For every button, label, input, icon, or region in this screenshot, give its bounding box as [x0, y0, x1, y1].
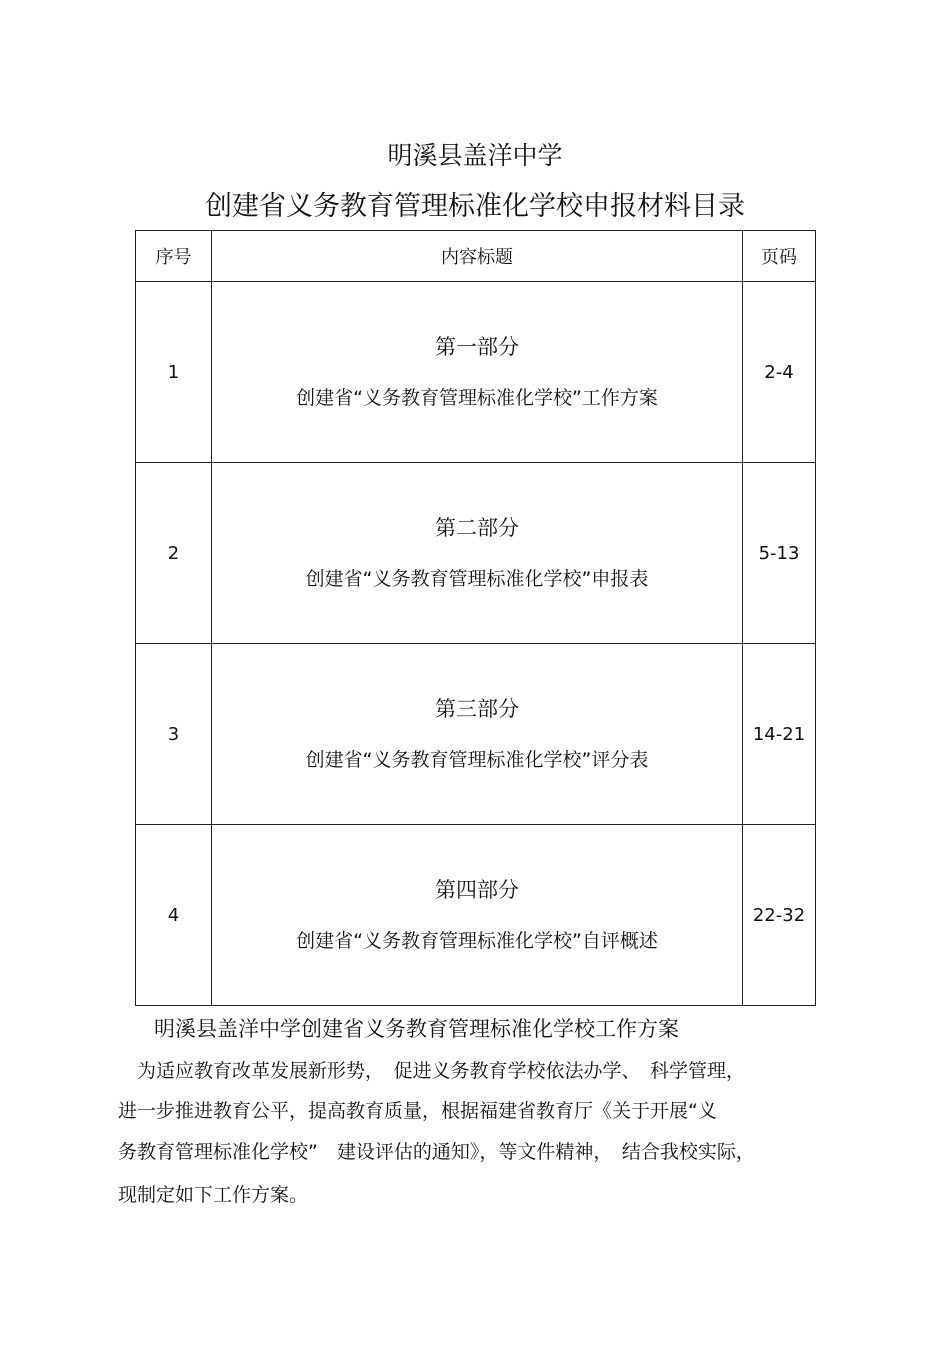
part-title: 创建省“义务教育管理标准化学校”申报表 [305, 567, 649, 590]
table-row [136, 825, 816, 1006]
row-content [212, 282, 743, 463]
paragraph-line: 为适应教育改革发展新形势， 促进义务教育学校依法办学、 科学管理， [118, 1060, 746, 1082]
column-header-pages: 页码 [743, 231, 816, 282]
table-row [136, 644, 816, 825]
table-row [136, 282, 816, 463]
column-header-title: 内容标题 [212, 231, 743, 282]
row-number: 4 [136, 825, 212, 1006]
part-title: 创建省“义务教育管理标准化学校”自评概述 [296, 929, 658, 952]
row-pages: 14-21 [743, 644, 816, 825]
table-header-row [136, 231, 816, 282]
part-title: 创建省“义务教育管理标准化学校”评分表 [305, 748, 649, 771]
row-content [212, 825, 743, 1006]
contents-table [135, 230, 816, 1006]
paragraph-line: 务教育管理标准化学校” 建设评估的通知》，等文件精神， 结合我校实际， [118, 1141, 755, 1163]
part-label: 第三部分 [435, 696, 519, 721]
row-number: 1 [136, 282, 212, 463]
row-content [212, 644, 743, 825]
part-label: 第二部分 [435, 515, 519, 540]
table-row [136, 463, 816, 644]
row-content [212, 463, 743, 644]
row-pages: 22-32 [743, 825, 816, 1006]
row-number: 3 [136, 644, 212, 825]
row-pages: 2-4 [743, 282, 816, 463]
section-title: 明溪县盖洋中学创建省义务教育管理标准化学校工作方案 [154, 1017, 679, 1041]
document-title-school: 明溪县盖洋中学 [387, 141, 563, 170]
row-pages: 5-13 [743, 463, 816, 644]
document-title-catalog: 创建省义务教育管理标准化学校申报材料目录 [205, 191, 745, 222]
part-title: 创建省“义务教育管理标准化学校”工作方案 [296, 386, 658, 409]
column-header-number: 序号 [136, 231, 212, 282]
part-label: 第四部分 [435, 877, 519, 902]
paragraph-line: 进一步推进教育公平，提高教育质量，根据福建省教育厅《关于开展“义 [118, 1100, 717, 1122]
row-number: 2 [136, 463, 212, 644]
paragraph-line: 现制定如下工作方案。 [118, 1184, 309, 1206]
part-label: 第一部分 [435, 334, 519, 359]
